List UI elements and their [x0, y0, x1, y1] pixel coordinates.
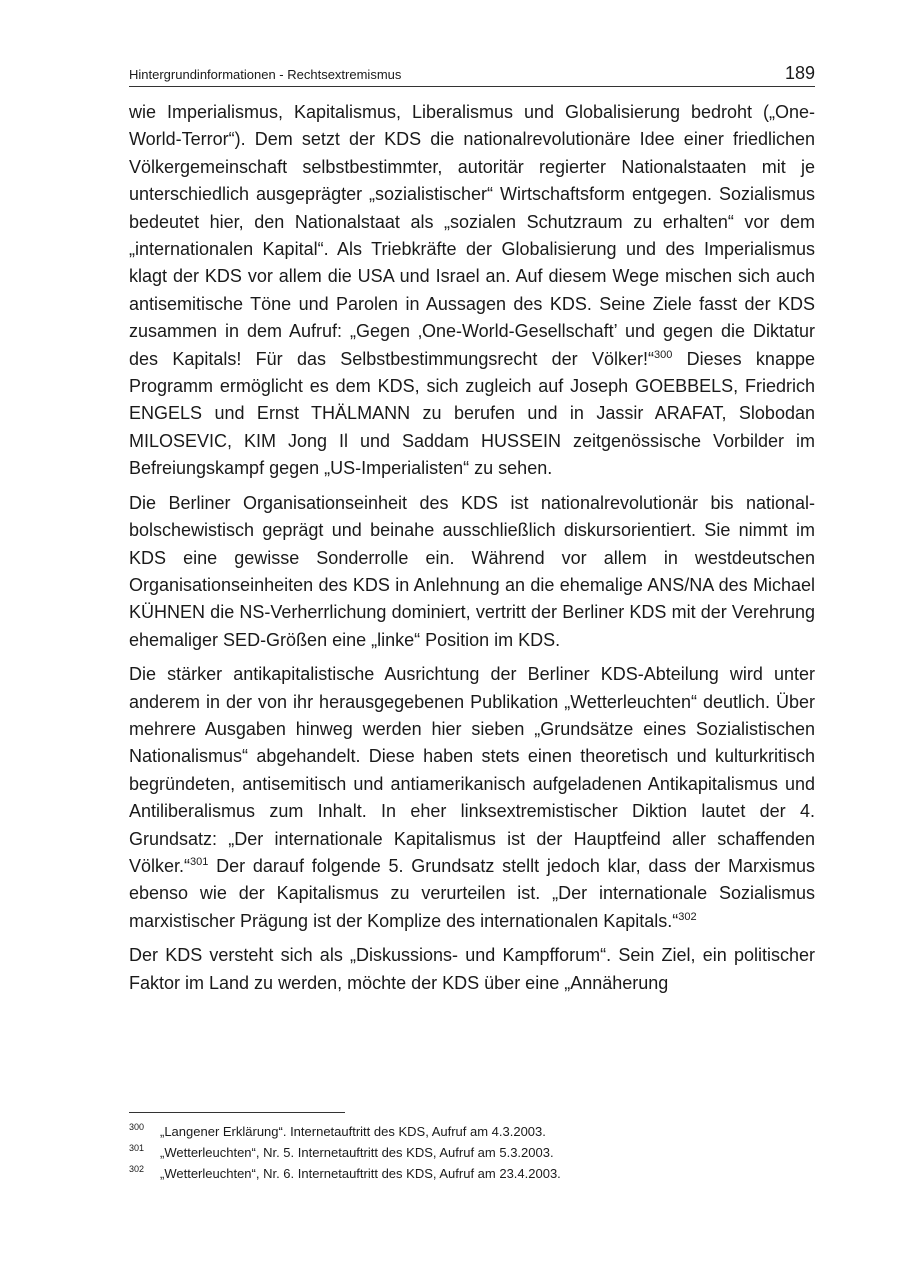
footnote-302 [129, 1163, 815, 1184]
footnote-300 [129, 1121, 815, 1142]
footnote-number: 302 [129, 1164, 145, 1174]
footnotes [129, 1121, 815, 1184]
footnote-ref-300: 300 [653, 348, 673, 361]
footnote-number: 301 [129, 1143, 145, 1153]
footnote-301 [129, 1142, 815, 1163]
footnote-text: „Langener Erklärung“. Internetauftritt des KDS, Aufruf am 4.3.2003. [160, 1124, 546, 1139]
paragraph-3 [129, 661, 815, 935]
paragraph-2: Die Berliner Organisationseinheit des KDS ist nationalrevolutionär bis nationalbolschewistisch geprägt und beinahe ausschließlich diskursorientiert. Sie nimmt im KDS eine gewisse Sonderrolle ein. Während vor allem in westdeutschen Organisationseinheiten des KDS in Anlehnung an die ehemalige ANS/NA des Michael KÜHNEN die NS-Verherrlichung dominiert, vertritt der Berliner KDS mit der Verehrung ehemaliger SED-Größen eine „linke“ Position im KDS. [129, 492, 815, 650]
footnote-text: „Wetterleuchten“, Nr. 6. Internetauftritt des KDS, Aufruf am 23.4.2003. [160, 1166, 561, 1181]
paragraph-text: Die stärker antikapitalistische Ausrichtung der Berliner KDS-Abteilung wird unter anderem in der von ihr herausgegebenen Publikation „Wetterleuchten“ deutlich. Über mehrere Ausgaben hinweg werden hier sieben „Grundsätze eines Sozialistischen Nationalismus“ abgehandelt. Diese haben stets einen theoretisch und kulturkritisch begründeten, antisemitisch und antiamerikanisch aufgeladenen Antikapitalismus und Antiliberalismus zum Inhalt. In eher linksextremistischer Diktion lautet der 4. Grundsatz: „Der internationale Kapitalismus ist der Hauptfeind aller schaffenden Völker.“ [129, 664, 815, 876]
footnote-separator [129, 1112, 345, 1113]
header-title: Hintergrundinformationen - Rechtsextremismus [129, 67, 402, 82]
footnote-ref-301: 301 [190, 855, 209, 868]
body-text [129, 99, 815, 1004]
paragraph-text: wie Imperialismus, Kapitalismus, Liberalismus und Globalisierung bedroht („One-World-Terror“). Dem setzt der KDS die nationalrevolutionäre Idee einer friedlichen Völkergemeinschaft selbstbestimmter, autoritär regierter Nationalstaaten mit je unterschiedlich ausgeprägter „sozialistischer“ Wirtschaftsform entgegen. Sozialismus bedeutet hier, den Nationalstaat als „sozialen Schutzraum zu erhalten“ vor dem „internationalen Kapital“. Als Triebkräfte der Globalisierung und des Imperialismus klagt der KDS vor allem die USA und Israel an. Auf diesem Wege mischen sich auch antisemitische Töne und Parolen in Aussagen des KDS. Seine Ziele fasst der KDS zusammen in dem Aufruf: „Gegen ‚One-World-Gesellschaft’ und gegen die Diktatur des Kapitals! Für das Selbstbestimmungsrecht der Völker!“ [129, 102, 815, 369]
paragraph-text: Dieses knappe Programm ermöglicht es dem KDS, sich zugleich auf Joseph GOEBBELS, Friedrich ENGELS und Ernst THÄLMANN zu berufen und in Jassir ARAFAT, Slobodan MILOSEVIC, KIM Jong Il und Saddam HUSSEIN zeitgenössische Vorbilder im Befreiungskampf gegen „US-Imperialisten“ zu sehen. [129, 348, 815, 479]
footnote-ref-302: 302 [678, 910, 697, 923]
page-number: 189 [784, 63, 815, 83]
paragraph-4: Der KDS versteht sich als „Diskussions- und Kampfforum“. Sein Ziel, ein politischer Faktor im Land zu werden, möchte der KDS über eine „Annäherung [129, 945, 815, 993]
footnote-text: „Wetterleuchten“, Nr. 5. Internetauftritt des KDS, Aufruf am 5.3.2003. [160, 1145, 554, 1160]
running-header [129, 62, 815, 87]
footnote-number: 300 [129, 1122, 145, 1132]
paragraph-1 [129, 99, 815, 483]
paragraph-text: Der darauf folgende 5. Grundsatz stellt jedoch klar, dass der Marxismus ebenso wie der Kapitalismus zu verurteilen ist. „Der internationale Sozialismus marxistischer Prägung ist der Komplize des internationalen Kapitals.“ [129, 855, 815, 931]
